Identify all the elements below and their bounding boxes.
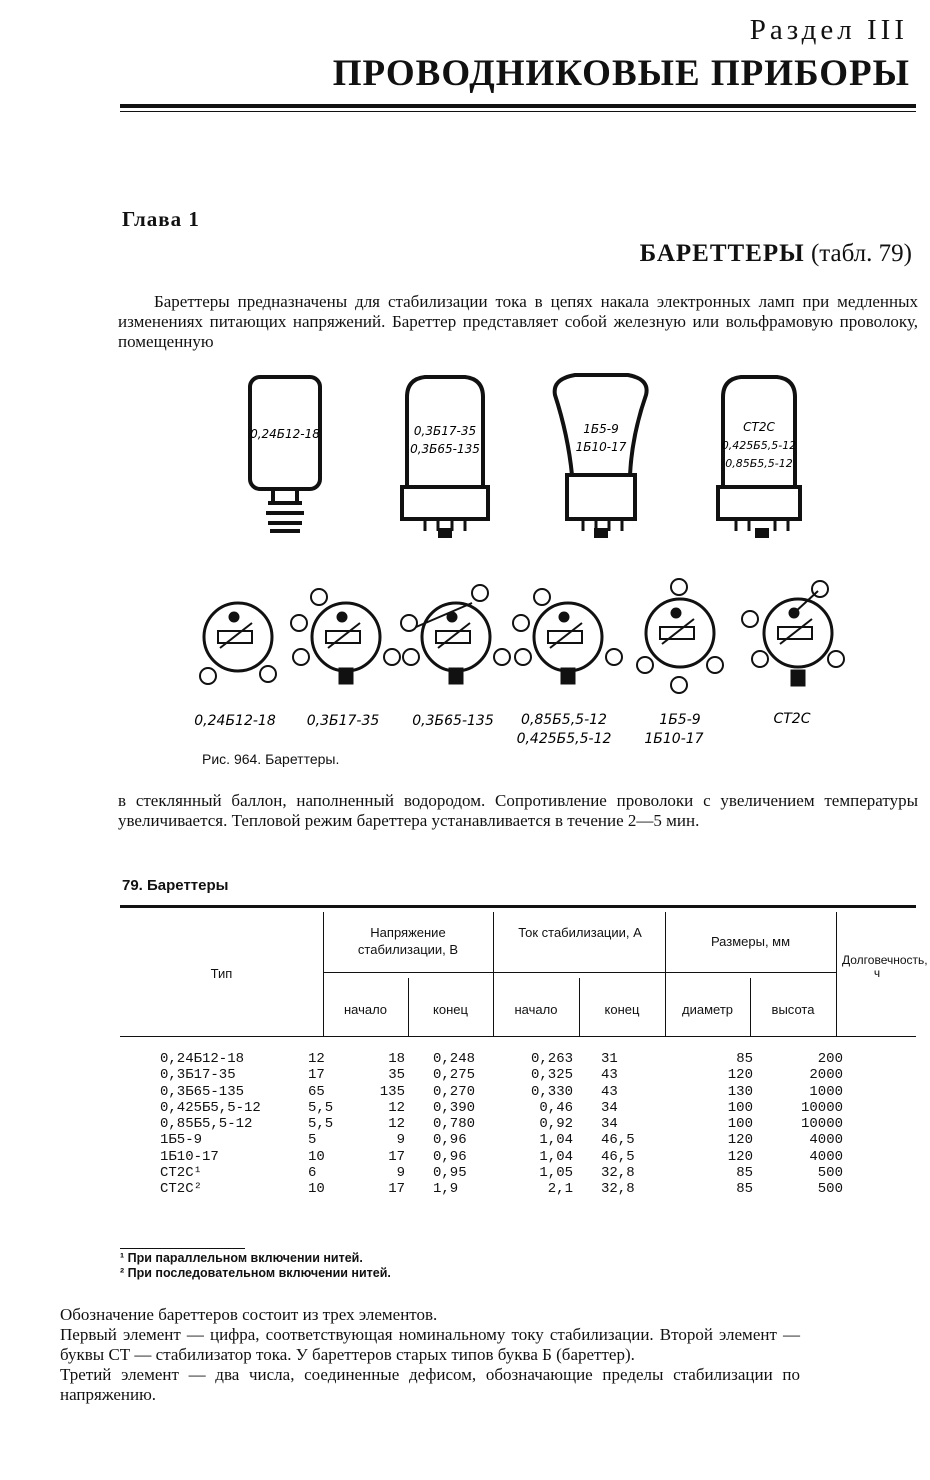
figure-caption: Рис. 964. Бареттеры.: [202, 751, 340, 767]
table-cell: 46,5: [601, 1148, 635, 1165]
diagram-label-6: СТ2С: [773, 711, 811, 727]
chapter-title: [640, 240, 912, 268]
table-cell: 1,05: [539, 1165, 573, 1182]
table-cell: 0,3Б17-35: [160, 1067, 236, 1084]
table-footnotes: [120, 1248, 391, 1281]
tube-4-label-2: 0,85Б5,5-12: [725, 457, 793, 470]
tube-2-label-1: 0,3Б65-135: [410, 442, 480, 456]
table-cell: 12: [308, 1051, 325, 1067]
diagram-label-2: 0,3Б17-35: [306, 713, 380, 729]
table-cell: 0,248: [433, 1051, 476, 1067]
table-title: 79. Бареттеры: [122, 877, 229, 894]
header-rule-thin: [120, 111, 916, 112]
table-header: [120, 908, 928, 1037]
th-voltage-end: конец: [433, 1002, 468, 1017]
table-cell: 1Б10-17: [160, 1148, 219, 1165]
table-row: [120, 1051, 916, 1067]
table-cell: 1,04: [539, 1132, 573, 1149]
table-cell: 1000: [809, 1083, 843, 1100]
table-cell: 0,390: [433, 1099, 476, 1116]
tube-3-label-0: 1Б5-9: [583, 422, 619, 436]
tube-2-key: [438, 528, 452, 538]
col-divider: [493, 912, 494, 1036]
table-cell: 0,85Б5,5-12: [160, 1116, 253, 1133]
continuation-paragraph: [118, 791, 918, 831]
table-cell: 100: [727, 1116, 753, 1133]
th-life: Долговечность, ч: [842, 953, 928, 980]
part-title: ПРОВОДНИКОВЫЕ ПРИБОРЫ: [332, 53, 910, 94]
table-cell: 85: [736, 1051, 753, 1067]
chapter-label: Глава 1: [122, 207, 200, 231]
table-cell: 135: [379, 1083, 405, 1100]
section-number: Раздел III: [749, 14, 908, 46]
table-cell: 0,330: [530, 1083, 573, 1100]
header-rule: [120, 104, 916, 108]
table-cell: 0,46: [539, 1099, 573, 1116]
table-cell: 0,325: [530, 1067, 573, 1084]
chapter-title-text: БАРЕТТЕРЫ: [639, 240, 805, 267]
table-cell: 200: [817, 1051, 843, 1067]
table-cell: 10000: [800, 1116, 843, 1133]
tube-2-label-0: 0,3Б17-35: [413, 424, 477, 438]
continuation-text: в стеклянный баллон, наполненный водородом. Сопротивление проволоки с увеличением температуры увеличивается. Тепловой режим бареттера устанавливается в течение 2—5 мин.: [118, 791, 918, 830]
diagrams: [200, 579, 844, 693]
diagram-5: [637, 579, 723, 693]
table-cell: 130: [727, 1083, 753, 1100]
diagram-label-4a: 0,85Б5,5-12: [521, 712, 607, 728]
table-body: [120, 1051, 916, 1198]
chapter-table-ref: (табл. 79): [810, 240, 912, 267]
table-cell: 0,3Б65-135: [160, 1083, 245, 1100]
diagram-label-5b: 1Б10-17: [644, 731, 704, 747]
table-cell: 43: [601, 1067, 618, 1084]
table-cell: 31: [601, 1051, 618, 1067]
table-cell: 1,9: [433, 1181, 459, 1198]
table-cell: 9: [396, 1165, 405, 1182]
table-cell: 500: [817, 1181, 843, 1198]
table-cell: 2,1: [547, 1181, 573, 1198]
tube-4-key: [755, 528, 769, 538]
table-cell: 85: [736, 1165, 753, 1182]
table-cell: 10: [308, 1181, 325, 1198]
table-cell: 0,92: [539, 1116, 573, 1133]
closing-para-3: Третий элемент — два числа, соединенные дефисом, обозначающие пределы стабилизации по напряжению.: [60, 1365, 800, 1404]
table-cell: 5,5: [308, 1116, 334, 1133]
table-cell: 6: [308, 1165, 317, 1182]
table-row: [120, 1181, 916, 1197]
table-cell: 0,96: [433, 1148, 467, 1165]
closing-para-1: Обозначение бареттеров состоит из трех элементов.: [60, 1305, 438, 1324]
tube-1-label-0: 0,24Б12-18: [250, 427, 320, 441]
footnote-2: ² При последовательном включении нитей.: [120, 1266, 391, 1280]
table-row: [120, 1067, 916, 1083]
diagram-label-5a: 1Б5-9: [659, 712, 701, 728]
table-cell: 34: [601, 1116, 618, 1133]
th-type: Тип: [210, 966, 233, 981]
table-row: [120, 1100, 916, 1116]
table-cell: 32,8: [601, 1165, 635, 1182]
th-diameter: диаметр: [682, 1002, 733, 1017]
table-cell: 5: [308, 1132, 317, 1149]
table-row: [120, 1165, 916, 1181]
th-current-start: начало: [514, 1002, 558, 1017]
table-cell: 0,95: [433, 1165, 467, 1182]
table-cell: 18: [388, 1051, 405, 1067]
th-size: Размеры, мм: [710, 934, 791, 949]
table-cell: 0,275: [433, 1067, 476, 1084]
table-cell: 34: [601, 1099, 618, 1116]
tube-1: [250, 377, 320, 531]
footnote-1: ¹ При параллельном включении нитей.: [120, 1251, 363, 1265]
table-cell: 0,270: [433, 1083, 476, 1100]
table-cell: 17: [388, 1148, 405, 1165]
table-cell: 0,96: [433, 1132, 467, 1149]
table-cell: 10000: [800, 1099, 843, 1116]
table-cell: 120: [727, 1148, 753, 1165]
diagram-2: [291, 589, 400, 683]
table-cell: СТ2С¹: [160, 1165, 203, 1182]
table-cell: 120: [727, 1132, 753, 1149]
diagram-6: [742, 581, 844, 685]
diagram-3: [401, 585, 510, 683]
closing-text: [60, 1305, 800, 1405]
table-cell: 0,263: [530, 1051, 573, 1067]
figure-barretters: [180, 365, 900, 775]
intro-text: Бареттеры предназначены для стабилизации тока в цепях накала электронных ламп при медленных изменениях питающих напряжений. Бареттер представляет собой железную или вольфрамовую проволоку, помещенную: [118, 292, 918, 351]
diagram-label-1: 0,24Б12-18: [194, 713, 276, 729]
table-cell: 1Б5-9: [160, 1132, 203, 1149]
tube-3-key: [594, 528, 608, 538]
table-cell: 12: [388, 1116, 405, 1133]
table-cell: 500: [817, 1165, 843, 1182]
table-cell: 1,04: [539, 1148, 573, 1165]
table-cell: СТ2С²: [160, 1181, 203, 1198]
table-cell: 35: [388, 1067, 405, 1084]
table-cell: 2000: [809, 1067, 843, 1084]
th-height: высота: [771, 1002, 815, 1017]
col-divider: [836, 912, 837, 1036]
diagram-label-3: 0,3Б65-135: [412, 713, 494, 729]
table-cell: 85: [736, 1181, 753, 1198]
table-row: [120, 1149, 916, 1165]
table-cell: 100: [727, 1099, 753, 1116]
table-cell: 17: [388, 1181, 405, 1198]
diagram-4: [513, 589, 622, 683]
table-row: [120, 1084, 916, 1100]
table-row: [120, 1116, 916, 1132]
col-divider: [665, 912, 666, 1036]
table-cell: 4000: [809, 1148, 843, 1165]
diagram-label-4b: 0,425Б5,5-12: [516, 731, 612, 747]
th-voltage: Напряжение стабилизации, В: [357, 925, 459, 957]
table-cell: 4000: [809, 1132, 843, 1149]
table-cell: 12: [388, 1099, 405, 1116]
table-cell: 9: [396, 1132, 405, 1149]
intro-paragraph: [118, 292, 918, 352]
table-cell: 0,425Б5,5-12: [160, 1099, 261, 1116]
table-cell: 46,5: [601, 1132, 635, 1149]
table-cell: 43: [601, 1083, 618, 1100]
table-cell: 0,24Б12-18: [160, 1051, 245, 1067]
table-cell: 5,5: [308, 1099, 334, 1116]
tube-3-label-1: 1Б10-17: [575, 440, 627, 454]
col-divider: [323, 912, 324, 1036]
table-cell: 120: [727, 1067, 753, 1084]
closing-para-2: Первый элемент — цифра, соответствующая номинальному току стабилизации. Второй элемент — буквы СТ — стабилизатор тока. У бареттеров старых типов буква Б (бареттер).: [60, 1325, 800, 1364]
th-current: Ток стабилизации, А: [518, 925, 642, 940]
table-cell: 0,780: [433, 1116, 476, 1133]
tube-4-label-1: 0,425Б5,5-12: [721, 439, 797, 452]
table-cell: 32,8: [601, 1181, 635, 1198]
table-barretters: [120, 905, 928, 1198]
table-row: [120, 1132, 916, 1148]
header-mid-rule: [323, 972, 836, 973]
th-current-end: конец: [604, 1002, 640, 1017]
tube-4-label-0: СТ2С: [743, 420, 775, 434]
footnote-rule: [120, 1248, 245, 1249]
th-voltage-start: начало: [343, 1002, 388, 1017]
table-cell: 17: [308, 1067, 325, 1084]
table-cell: 10: [308, 1148, 325, 1165]
table-cell: 65: [308, 1083, 325, 1100]
diagram-1: [200, 603, 276, 684]
